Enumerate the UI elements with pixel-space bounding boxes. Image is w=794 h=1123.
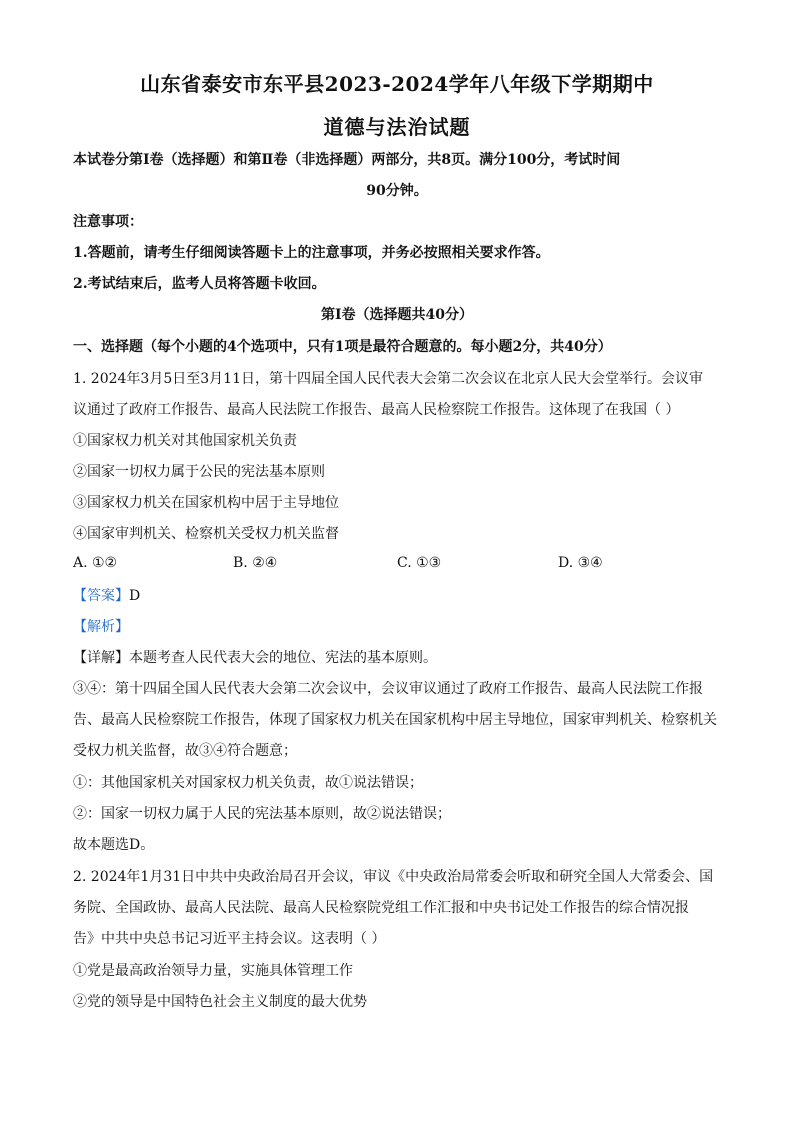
explanation-line: ①：其他国家机关对国家权力机关负责，故①说法错误； bbox=[73, 775, 423, 791]
statement-item: ①国家权力机关对其他国家机关负责 bbox=[73, 433, 297, 449]
explanation-line: ②：国家一切权力属于人民的宪法基本原则，故②说法错误； bbox=[73, 806, 451, 822]
notice-item: 1.答题前，请考生仔细阅读答题卡上的注意事项，并务必按照相关要求作答。 bbox=[73, 245, 550, 261]
answer-value: D bbox=[129, 588, 141, 604]
intro-line: 90分钟。 bbox=[366, 183, 428, 199]
statement-item: ④国家审判机关、检察机关受权力机关监督 bbox=[73, 526, 339, 542]
statement-item: ①党是最高政治领导力量，实施具体管理工作 bbox=[73, 963, 353, 979]
explanation-line: 告、最高人民检察院工作报告，体现了国家权力机关在国家机构中居主导地位，国家审判机关、检察机关 bbox=[73, 712, 717, 728]
question-stem: 2. 2024年1月31日中共中央政治局召开会议，审议《中央政治局常委会听取和研究全国人大常委会、国 bbox=[73, 869, 714, 885]
statement-item: ③国家权力机关在国家机构中居于主导地位 bbox=[73, 495, 339, 511]
option-d: D. ③④ bbox=[558, 555, 603, 571]
detail-line bbox=[73, 648, 437, 668]
question-stem: 1. 2024年3月5日至3月11日，第十四届全国人民代表大会第二次会议在北京人民大会堂举行。会议审 bbox=[73, 371, 703, 387]
detail-tag: 【详解】 bbox=[73, 650, 129, 666]
statement-item: ②党的领导是中国特色社会主义制度的最大优势 bbox=[73, 994, 367, 1010]
explanation-line: 受权力机关监督，故③④符合题意； bbox=[73, 743, 297, 759]
option-b: B. ②④ bbox=[233, 555, 278, 571]
analysis-tag: 【解析】 bbox=[73, 619, 129, 635]
section-title: 第Ⅰ卷（选择题共40分） bbox=[320, 307, 474, 323]
notice-item: 2.考试结束后，监考人员将答题卡收回。 bbox=[73, 276, 326, 292]
question-stem: 议通过了政府工作报告、最高人民法院工作报告、最高人民检察院工作报告。这体现了在我国（ ） bbox=[73, 402, 680, 418]
statement-item: ②国家一切权力属于公民的宪法基本原则 bbox=[73, 464, 325, 480]
section-instruction: 一、选择题（每个小题的4个选项中，只有1项是最符合题意的。每小题2分，共40分） bbox=[73, 339, 612, 355]
question-stem: 务院、全国政协、最高人民法院、最高人民检察院党组工作汇报和中央书记处工作报告的综合情况报 bbox=[73, 900, 689, 916]
explanation-line: ③④：第十四届全国人民代表大会第二次会议中，会议审议通过了政府工作报告、最高人民法院工作报 bbox=[73, 681, 703, 697]
conclusion-line: 故本题选D。 bbox=[73, 837, 155, 853]
intro-line: 本试卷分第Ⅰ卷（选择题）和第Ⅱ卷（非选择题）两部分，共8页。满分100分，考试时间 bbox=[73, 152, 621, 168]
question-stem: 告》中共中央总书记习近平主持会议。这表明（ ） bbox=[73, 931, 386, 947]
answer-tag: 【答案】 bbox=[73, 588, 129, 604]
exam-title: 山东省泰安市东平县2023-2024学年八年级下学期期中 bbox=[140, 72, 654, 96]
notice-heading: 注意事项： bbox=[73, 214, 143, 230]
exam-subject-title: 道德与法治试题 bbox=[323, 115, 471, 139]
option-c: C. ①③ bbox=[397, 555, 442, 571]
detail-text: 本题考查人民代表大会的地位、宪法的基本原则。 bbox=[129, 650, 437, 666]
option-a: A. ①② bbox=[73, 555, 118, 571]
analysis-line bbox=[73, 617, 129, 637]
answer-line bbox=[73, 586, 140, 606]
